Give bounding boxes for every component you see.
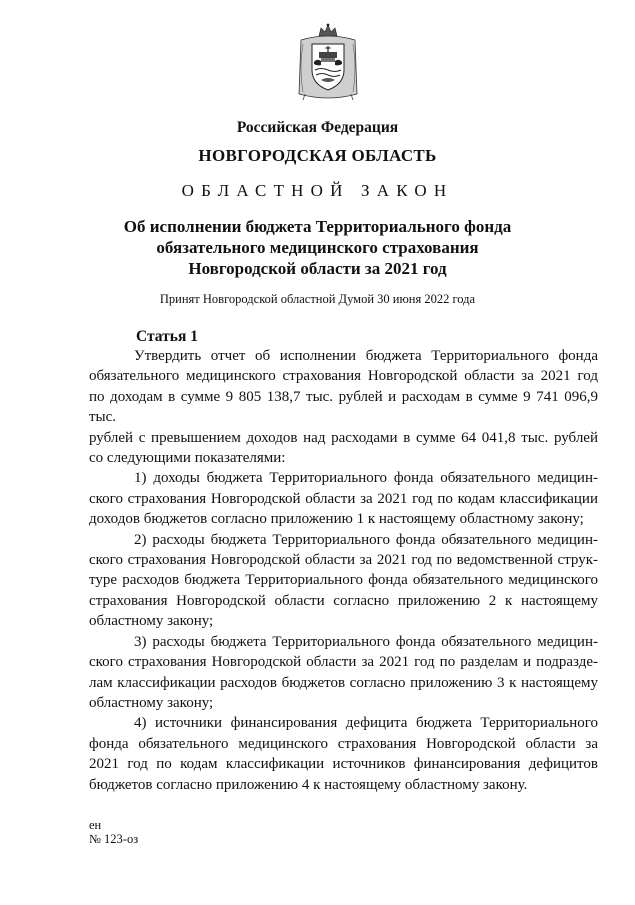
footer-initials: ен xyxy=(89,818,102,832)
body-line: обязательного медицинского страхования Новгородской области за 2021 год xyxy=(89,368,598,385)
coat-of-arms-icon xyxy=(297,22,359,102)
law-title-line: Новгородской области за 2021 год xyxy=(188,259,447,278)
body-line: со следующими показателями: xyxy=(89,450,286,467)
body-line: рублей с превышением доходов над расходами в сумме 64 041,8 тыс. рублей xyxy=(89,429,598,446)
adoption-note: Принят Новгородской областной Думой 30 июня 2022 года xyxy=(159,292,476,306)
body-line: ского страхования Новгородской области за 2021 год по ведомственной струк- xyxy=(89,552,598,569)
body-line: 2) расходы бюджета Территориального фонда обязательного медицин- xyxy=(134,531,598,548)
law-title-line: обязательного медицинского страхования xyxy=(156,238,479,257)
document-footer xyxy=(89,818,138,846)
body-line: доходов бюджетов согласно приложению 1 к настоящему областному закону; xyxy=(89,511,584,528)
federation-heading: Российская Федерация xyxy=(236,119,399,136)
body-line: бюджетов согласно приложению 4 к настоящему областному закону. xyxy=(89,776,528,793)
law-title-line: Об исполнении бюджета Территориального фонда xyxy=(123,217,512,236)
body-line: Утвердить отчет об исполнении бюджета Территориального фонда xyxy=(134,348,598,364)
body-line: туре расходов бюджета Территориального фонда обязательного медицинского xyxy=(89,572,598,589)
body-line: 4) источники финансирования дефицита бюджета Территориального xyxy=(134,715,598,732)
law-type-heading: ОБЛАСТНОЙ ЗАКОН xyxy=(181,181,454,200)
body-line: страхования Новгородской области согласно приложению 2 к настоящему xyxy=(89,592,598,609)
law-title xyxy=(0,216,635,279)
body-line: областному закону; xyxy=(89,694,214,711)
region-heading: НОВГОРОДСКАЯ ОБЛАСТЬ xyxy=(198,146,437,165)
law-number: № 123-оз xyxy=(89,832,139,846)
article-body xyxy=(89,346,598,795)
body-line: 1) доходы бюджета Территориального фонда обязательного медицин- xyxy=(134,470,598,487)
body-line: 2021 год по кодам классификации источников финансирования дефицитов xyxy=(89,756,598,773)
article-heading: Статья 1 xyxy=(136,328,198,345)
body-line: лам классификации расходов бюджетов согласно приложению 3 к настоящему xyxy=(89,674,598,691)
body-line: областному закону; xyxy=(89,613,214,630)
body-line: 3) расходы бюджета Территориального фонда обязательного медицин- xyxy=(134,633,598,650)
body-line: фонда обязательного медицинского страхования Новгородской области за xyxy=(89,735,598,752)
body-line: ского страхования Новгородской области за 2021 год по кодам классификации xyxy=(89,490,598,507)
body-line: ского страхования Новгородской области за 2021 год по разделам и подразде- xyxy=(89,654,598,671)
body-line: по доходам в сумме 9 805 138,7 тыс. рублей и расходам в сумме 9 741 096,9 тыс. xyxy=(89,388,598,426)
